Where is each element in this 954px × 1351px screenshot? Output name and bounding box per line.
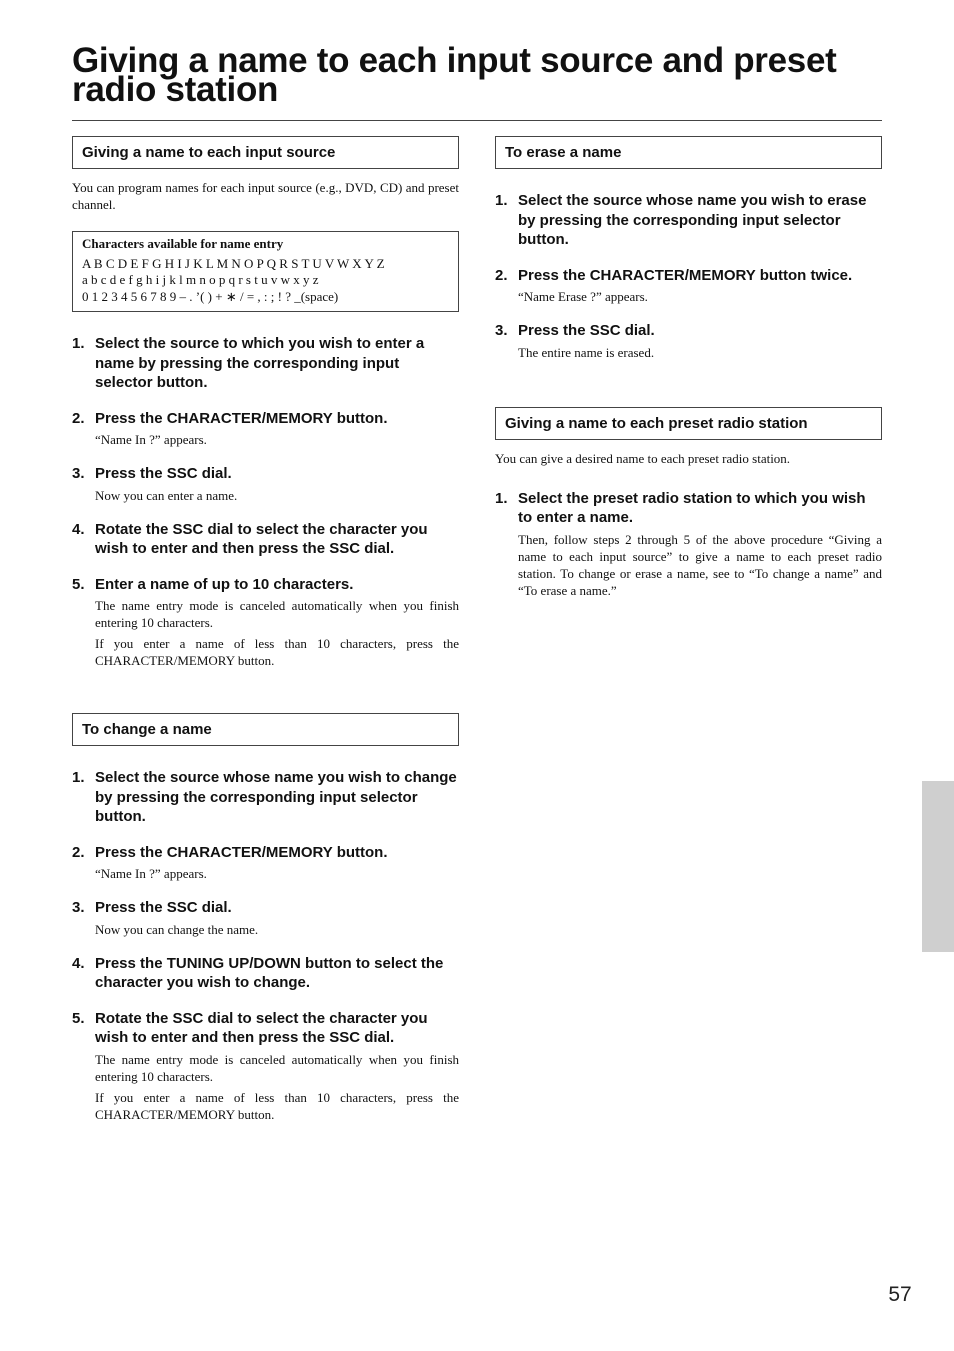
step-note: Now you can change the name. — [95, 921, 259, 937]
step-text: Select the source whose name you wish to erase by pressing the corresponding input selector button. — [518, 192, 867, 248]
section-heading-preset-station: Giving a name to each preset radio station — [495, 407, 882, 440]
step-item — [495, 489, 882, 599]
step-text: Rotate the SSC dial to select the character you wish to enter and then press the SSC dial. — [95, 520, 428, 557]
characters-lowercase: a b c d e f g h i j k l m n o p q r s t u v w x y z — [82, 272, 319, 287]
step-number: 2. — [72, 843, 85, 861]
step-number: 3. — [495, 322, 508, 339]
step-item — [72, 409, 459, 449]
step-item — [495, 266, 882, 306]
step-item — [72, 575, 459, 670]
step-item — [72, 898, 459, 938]
step-number: 4. — [72, 954, 85, 972]
section-intro: You can give a desired name to each preset radio station. — [495, 450, 791, 466]
step-number: 1. — [72, 335, 85, 352]
step-note: “Name Erase ?” appears. — [518, 289, 648, 304]
step-text: Press the CHARACTER/MEMORY button. — [95, 843, 388, 861]
steps-preset-station — [495, 489, 882, 599]
step-item — [72, 1009, 459, 1123]
step-item — [495, 191, 882, 250]
characters-box — [72, 231, 459, 312]
section-intro: You can program names for each input source (e.g., DVD, CD) and preset channel. — [72, 180, 459, 212]
step-note: “Name In ?” appears. — [95, 432, 207, 447]
step-item — [72, 954, 459, 993]
step-number: 2. — [495, 266, 508, 284]
step-text: Press the SSC dial. — [95, 899, 232, 916]
characters-symbols: 0 1 2 3 4 5 6 7 8 9 – . ’( ) + ∗ / = , : ; ! ? _(space) — [82, 288, 339, 304]
step-note: The name entry mode is canceled automatically when you finish entering 10 characters. — [95, 1051, 459, 1084]
step-number: 1. — [495, 489, 508, 507]
steps-input-source — [72, 334, 459, 669]
step-text: Select the source whose name you wish to change by pressing the corresponding input selector button. — [95, 769, 457, 825]
section-heading-erase-name: To erase a name — [495, 136, 882, 169]
step-number: 1. — [495, 192, 508, 209]
steps-change-name — [72, 768, 459, 1123]
step-item — [72, 464, 459, 504]
step-text: Press the CHARACTER/MEMORY button twice. — [518, 266, 853, 284]
step-number: 4. — [72, 520, 85, 538]
side-tab-marker — [922, 781, 954, 952]
step-note: Now you can enter a name. — [95, 487, 238, 503]
step-note: “Name In ?” appears. — [95, 866, 207, 881]
section-heading-input-source: Giving a name to each input source — [72, 136, 459, 169]
step-note: If you enter a name of less than 10 characters, press the CHARACTER/MEMORY button. — [95, 636, 459, 668]
steps-erase-name — [495, 191, 882, 361]
step-text: Enter a name of up to 10 characters. — [95, 575, 354, 593]
step-number: 1. — [72, 769, 85, 786]
step-text: Press the SSC dial. — [95, 465, 232, 482]
step-text: Press the CHARACTER/MEMORY button. — [95, 409, 388, 427]
left-column — [72, 136, 459, 1139]
page-number: 57 — [888, 1283, 912, 1306]
step-note: The entire name is erased. — [518, 344, 655, 360]
title-divider — [72, 120, 882, 121]
section-heading-change-name: To change a name — [72, 713, 459, 746]
step-note: The name entry mode is canceled automatically when you finish entering 10 characters. — [95, 598, 459, 630]
step-item — [495, 321, 882, 361]
step-number: 5. — [72, 1009, 85, 1027]
step-number: 2. — [72, 409, 85, 427]
step-number: 5. — [72, 575, 85, 593]
step-text: Select the source to which you wish to enter a name by pressing the corresponding input selector button. — [95, 335, 425, 391]
characters-uppercase: A B C D E F G H I J K L M N O P Q R S T U V W X Y Z — [82, 255, 385, 271]
step-text: Rotate the SSC dial to select the character you wish to enter and then press the SSC dial. — [95, 1009, 428, 1046]
step-item — [72, 334, 459, 393]
step-item — [72, 520, 459, 559]
step-text: Press the SSC dial. — [518, 322, 655, 339]
step-item — [72, 768, 459, 827]
page-title: Giving a name to each input source and preset radio station — [72, 41, 837, 109]
step-item — [72, 843, 459, 883]
step-text: Select the preset radio station to which you wish to enter a name. — [518, 489, 866, 526]
step-note: Then, follow steps 2 through 5 of the above procedure “Giving a name to each input source” to give a name to each preset radio station. To change or erase a name, see to “To change a name” and “To erase a name.” — [518, 531, 882, 598]
step-text: Press the TUNING UP/DOWN button to select the character you wish to change. — [95, 954, 444, 991]
step-number: 3. — [72, 899, 85, 916]
step-note: If you enter a name of less than 10 characters, press the CHARACTER/MEMORY button. — [95, 1089, 459, 1122]
right-column — [495, 136, 882, 615]
step-number: 3. — [72, 465, 85, 482]
characters-box-title: Characters available for name entry — [82, 236, 284, 251]
